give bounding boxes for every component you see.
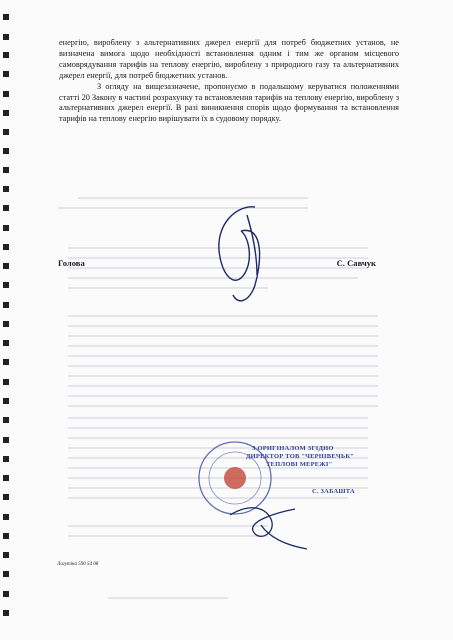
binding-holes — [0, 0, 14, 640]
footer-contact: Лагутіна 590 54 08 — [57, 562, 99, 567]
stamp-line: ДИРЕКТОР ТОВ "ЧЕРНІВЕЧЬК" — [246, 453, 355, 461]
stamp-line: С. ЗАБАШТА — [312, 487, 355, 495]
handwritten-signature — [195, 195, 285, 315]
paragraph: З огляду на вищезазначене, пропонуємо в подальшому керуватися положеннями статті 20 Закону в частині розрахунку та встановлення тарифів на теплову енергію, вироблену з альтернативних джерел енергії. В разі виникнення спорів щодо формування та встановлення тарифів на теплову енергію вирішувати їх в судовому порядку. — [59, 81, 399, 124]
stamp-line: ТЕПЛОВІ МЕРЕЖІ" — [266, 461, 333, 469]
stamp-line: З ОРИГІНАЛОМ ЗГІДНО — [252, 445, 334, 452]
paragraph: енергію, вироблену з альтернативних джерел енергії для потреб бюджетних установ, не визначена вимога щодо необхідності встановлення одним і тим же органом місцевого самоврядування тарифів на теплову енергію, вироблену з природного газу та альтернативних джерел енергії, для потреб бюджетних установ. — [59, 38, 399, 80]
stamp-signature — [225, 485, 315, 555]
letter-body — [59, 38, 399, 125]
signer-name: С. Савчук — [336, 258, 376, 268]
signer-title: Голова — [58, 258, 85, 268]
